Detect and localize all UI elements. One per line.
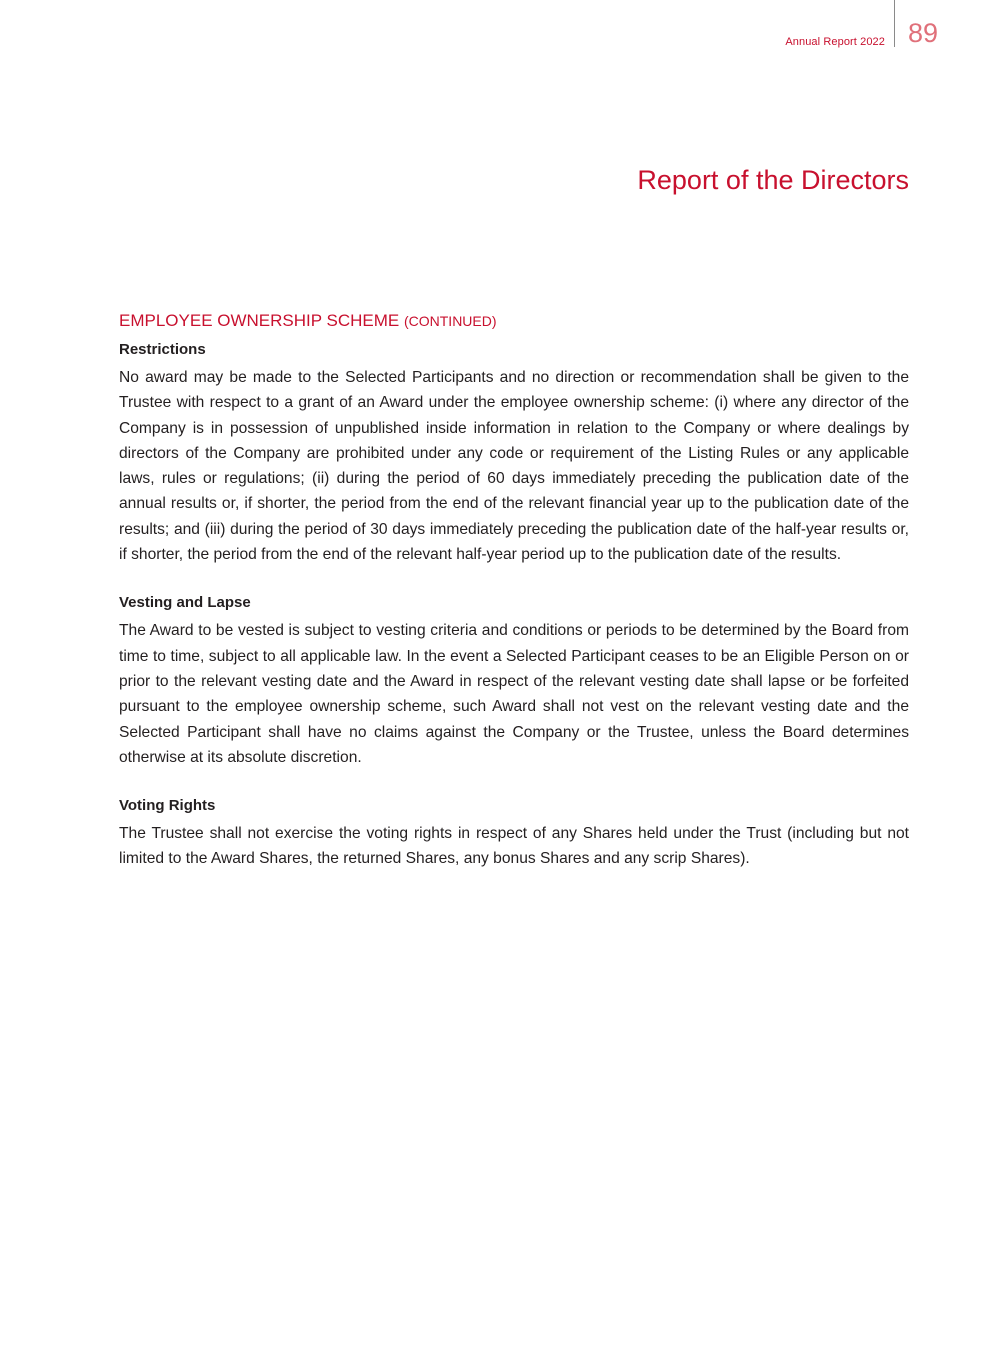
section-heading [119,309,909,333]
header-report-label: Annual Report 2022 [785,36,885,48]
subsection-body-vesting-and-lapse: The Award to be vested is subject to vesting criteria and conditions or periods to be determined by the Board from time to time, subject to all applicable law. In the event a Selected Participant ceases to be an Eligible Person on or prior to the relevant vesting date and the Award in respect of the relevant vesting date shall lapse or be forfeited pursuant to the employee ownership scheme, such Award shall not vest on the relevant vesting date and the Selected Participant shall have no claims against the Company or the Trustee, unless the Board determines otherwise at its absolute discretion. [119,622,909,766]
subsection-body-restrictions: No award may be made to the Selected Participants and no direction or recommendation shall be given to the Trustee with respect to a grant of an Award under the employee ownership scheme: (i) where any director of the Company is in possession of unpublished inside information in relation to the Company or where dealings by directors of the Company are prohibited under any code or requirement of the Listing Rules or any applicable laws, rules or regulations; (ii) during the period of 60 days immediately preceding the publication date of the annual results or, if shorter, the period from the end of the relevant financial year up to the publication date of the results; and (iii) during the period of 30 days immediately preceding the publication date of the half-year results or, if shorter, the period from the end of the relevant half-year period up to the publication date of the results. [119,369,909,564]
section-heading-text: EMPLOYEE OWNERSHIP SCHEME [119,311,400,330]
page-number: 89 [908,18,939,48]
subsection-title-restrictions: Restrictions [119,341,206,358]
section-heading-suffix: (CONTINUED) [403,313,497,329]
subsection-title-voting-rights: Voting Rights [119,797,216,815]
page-title: Report of the Directors [637,165,909,195]
subsection-body-voting-rights: The Trustee shall not exercise the voting rights in respect of any Shares held under the Trust (including but not limited to the Award Shares, the returned Shares, any bonus Shares and any scrip Shares). [119,825,909,868]
subsection-title-vesting-and-lapse: Vesting and Lapse [119,594,251,612]
header-divider [894,0,895,47]
main-content [119,309,909,897]
